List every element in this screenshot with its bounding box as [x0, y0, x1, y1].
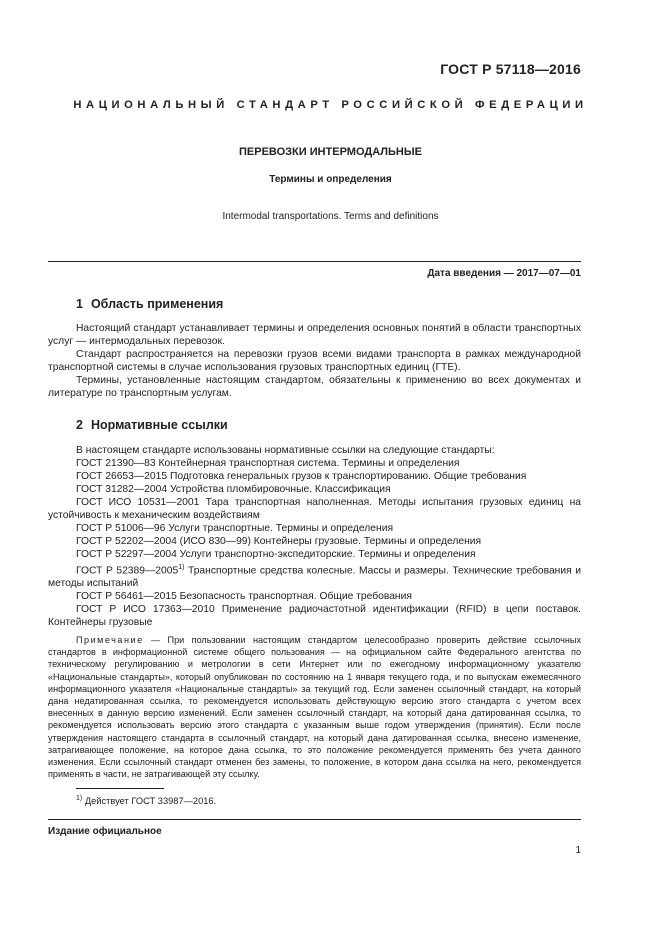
reference-item: ГОСТ 26653—2015 Подготовка генеральных грузов к транспортированию. Общие требования	[76, 471, 527, 482]
section-title: Нормативные ссылки	[90, 418, 228, 432]
paragraph: Настоящий стандарт устанавливает термины и определения основных понятий в области транспортных услуг — интермодальных перевозок.	[48, 323, 581, 347]
footnote-text: Действует ГОСТ 33987—2016.	[82, 796, 217, 807]
reference-item: ГОСТ Р ИСО 17363—2010 Применение радиочастотной идентификации (RFID) в цепи поставок. Контейнеры грузовые	[48, 604, 581, 629]
english-title: Intermodal transportations. Terms and definitions	[222, 211, 439, 222]
reference-item-with-footnote	[48, 561, 581, 590]
note-text: — При пользовании настоящим стандартом целесообразно проверить действие ссылочных стандартов в информационной системе общего пользования — на официальном сайте Федерального агентства по техническому регулированию и метрологии в сети Интернет или по ежегодному информационному указателю «Национальные стандарты», который опубликован по состоянию на 1 января текущего года, и по выпускам ежемесячного информационного указателя «Национальные стандарты» за текущий год. Если заменен ссылочный стандарт, на который дана недатированная ссылка, то рекомендуется использовать действующую версию этого стандарта с учетом всех внесенных в данную версию изменений. Если заменен ссылочный стандарт, на который дана датированная ссылка, то рекомендуется использовать версию этого стандарта с указанным выше годом утверждения (принятия). Если после утверждения настоящего стандарта в ссылочный стандарт, на который дана датированная ссылка, внесено изменение, затрагивающее положение, на которое дана ссылка, то это положение рекомендуется применять без учета данного изменения. Если ссылочный стандарт отменен без замены, то положение, в котором дана ссылка на него, рекомендуется применять в части, не затрагивающей эту ссылку.	[48, 635, 581, 780]
national-standard-title: НАЦИОНАЛЬНЫЙ СТАНДАРТ РОССИЙСКОЙ ФЕДЕРАЦИИ	[73, 99, 588, 111]
footnote-divider	[76, 788, 164, 789]
reference-item: ГОСТ Р 56461—2015 Безопасность транспортная. Общие требования	[76, 591, 412, 603]
note-paragraph	[48, 634, 581, 780]
footnote-marker: 1)	[76, 795, 83, 802]
introduction-date: Дата введения — 2017—07—01	[427, 268, 581, 279]
reference-item: ГОСТ Р 51006—96 Услуги транспортные. Термины и определения	[76, 523, 394, 534]
paragraph: Термины, установленные настоящим стандартом, обязательны к применению во всех документах и литературе по транспортным услугам.	[48, 375, 581, 399]
reference-code: ГОСТ Р 52389—2005	[76, 565, 179, 577]
note-label: Примечание	[76, 635, 144, 645]
reference-item: ГОСТ Р 52297—2004 Услуги транспортно-экспедиторские. Термины и определения	[76, 549, 476, 560]
section-2-body	[48, 444, 581, 629]
section-1-body	[48, 322, 581, 400]
section-number: 1	[76, 297, 83, 311]
document-subtitle: Термины и определения	[269, 174, 392, 185]
reference-item: ГОСТ ИСО 10531—2001 Тара транспортная наполненная. Методы испытания грузовых единиц на устойчивость к механическим воздействиям	[48, 497, 581, 521]
footer-divider	[48, 819, 581, 820]
section-number: 2	[76, 418, 83, 432]
header-divider	[48, 261, 581, 262]
reference-title: Транспортные средства колесные. Массы и размеры. Технические требования и методы испытаний	[48, 565, 581, 590]
footnote-marker: 1)	[178, 564, 185, 571]
reference-item: ГОСТ 31282—2004 Устройства пломбировочные. Классификация	[76, 484, 391, 495]
edition-label: Издание официальное	[48, 826, 162, 837]
document-title: ПЕРЕВОЗКИ ИНТЕРМОДАЛЬНЫЕ	[239, 146, 422, 158]
paragraph: В настоящем стандарте использованы нормативные ссылки на следующие стандарты:	[76, 445, 495, 456]
page-number: 1	[575, 845, 581, 856]
section-2-heading	[76, 418, 228, 432]
standard-number: ГОСТ Р 57118—2016	[440, 61, 581, 77]
section-title: Область применения	[90, 297, 224, 311]
paragraph: Стандарт распространяется на перевозки грузов всеми видами транспорта в рамках международной транспортной системы в случае использования грузовых транспортных единиц (ГТЕ).	[48, 349, 581, 373]
reference-item: ГОСТ Р 52202—2004 (ИСО 830—99) Контейнеры грузовые. Термины и определения	[76, 536, 482, 547]
footnote	[76, 795, 216, 806]
section-1-heading	[76, 297, 223, 311]
note-block	[48, 634, 581, 780]
reference-item: ГОСТ 21390—83 Контейнерная транспортная система. Термины и определения	[76, 458, 460, 469]
